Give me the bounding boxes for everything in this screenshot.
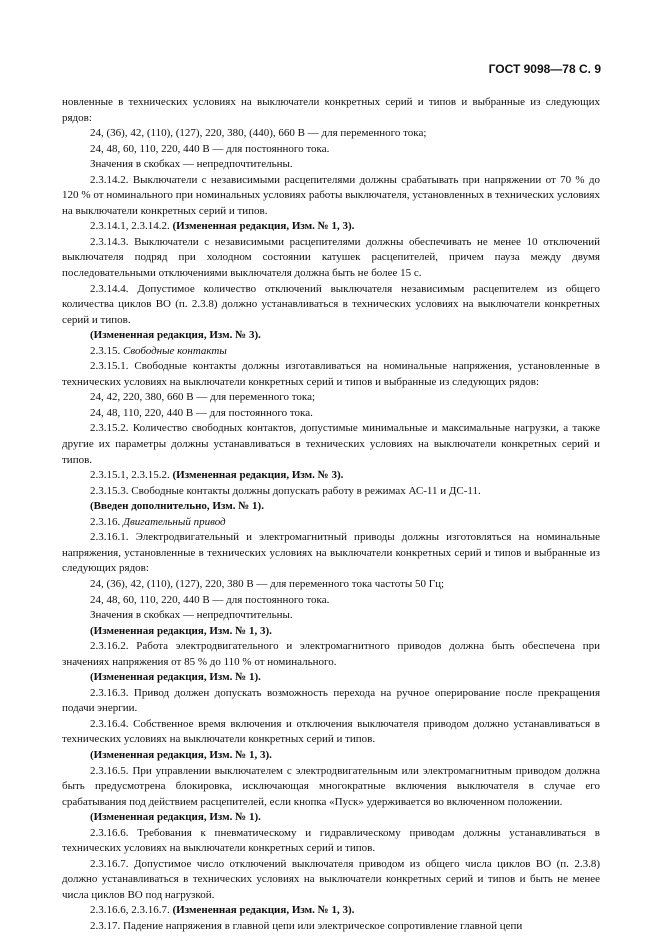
paragraph-text: 24, 42, 220, 380, 660 В — для переменного тока;	[90, 391, 316, 404]
paragraph	[62, 406, 600, 422]
paragraph	[62, 95, 600, 126]
paragraph	[62, 593, 600, 609]
paragraph-text: 2.3.15.1. Свободные контакты должны изготавливаться на номинальные напряжения, установленные в технических условиях на выключатели конкретных серий и типов и выбранные из следующих рядов:	[62, 360, 600, 388]
paragraph	[62, 142, 600, 158]
section-title: Двигательный привод	[123, 515, 226, 528]
paragraph-text: 2.3.14.3. Выключатели с независимыми расцепителями должны обеспечивать не менее 10 отключений выключателя подряд при холодном состоянии катушек расцепителей, причем пауза между двумя последовательными отключениями выключателя должна быть не более 15 с.	[62, 235, 600, 280]
document-body	[62, 95, 600, 935]
paragraph-text: 2.3.16.7. Допустимое число отключений выключателя приводом из общего числа циклов ВО (п. 2.3.8) должно устанавливаться в технических условиях на выключатели конкретных серий и типов и быть не менее числа циклов ВО под нагрузкой.	[62, 857, 600, 901]
paragraph	[62, 624, 600, 640]
paragraph	[62, 499, 600, 515]
paragraph	[62, 344, 600, 360]
paragraph-text: 2.3.16.3. Привод должен допускать возможность перехода на ручное оперирование после прекращения подачи энергии.	[62, 686, 600, 715]
paragraph	[62, 608, 600, 624]
paragraph	[62, 670, 600, 686]
section-title: Свободные контакты	[123, 344, 227, 357]
paragraph	[62, 810, 600, 826]
paragraph-text: 2.3.16.6, 2.3.16.7.	[90, 904, 173, 917]
paragraph	[62, 484, 600, 500]
paragraph	[62, 359, 600, 390]
paragraph-text: 2.3.16.	[90, 515, 123, 528]
paragraph	[62, 748, 600, 764]
amendment-note: (Измененная редакция, Изм. № 1, 3).	[90, 624, 272, 637]
paragraph	[62, 857, 600, 904]
amendment-note: (Введен дополнительно, Изм. № 1).	[90, 500, 264, 513]
paragraph-text: 24, 48, 60, 110, 220, 440 В — для постоянного тока.	[90, 142, 330, 155]
paragraph	[62, 173, 600, 220]
paragraph	[62, 515, 600, 531]
paragraph	[62, 282, 600, 329]
paragraph-text: 2.3.14.2. Выключатели с независимыми расцепителями должны срабатывать при напряжении от 70 % до 120 % от номинального при номинальных условиях работы выключателя, установленных в технических условиях на выключатели конкретных серий и типов.	[62, 173, 600, 217]
paragraph-text: 2.3.14.4. Допустимое количество отключений выключателя независимым расцепителем из общего количества циклов ВО (п. 2.3.8) должно устанавливаться в технических условиях на выключатели конкретных серий и типов.	[62, 282, 600, 326]
amendment-note: (Измененная редакция, Изм. № 1, 3).	[172, 904, 355, 917]
paragraph-text: 24, (36), 42, (110), (127), 220, 380 В — для переменного тока частоты 50 Гц;	[90, 577, 445, 590]
paragraph-text: 24, 48, 60, 110, 220, 440 В — для постоянного тока.	[90, 593, 330, 606]
amendment-note: (Измененная редакция, Изм. № 1).	[90, 811, 261, 824]
paragraph	[62, 717, 600, 748]
paragraph-text: 2.3.14.1, 2.3.14.2.	[90, 220, 173, 233]
amendment-note: (Измененная редакция, Изм. № 3).	[90, 329, 261, 342]
paragraph	[62, 468, 600, 484]
paragraph	[62, 826, 600, 857]
paragraph	[62, 919, 600, 935]
paragraph	[62, 328, 600, 344]
amendment-note: (Измененная редакция, Изм. № 1, 3).	[90, 748, 272, 761]
paragraph-text: 2.3.17. Падение напряжения в главной цепи или электрическое сопротивление главной цепи	[90, 919, 523, 932]
paragraph	[62, 530, 600, 577]
paragraph	[62, 639, 600, 670]
paragraph-text: 2.3.16.2. Работа электродвигательного и электромагнитного приводов должна быть обеспечена при значениях напряжения от 85 % до 110 % от номинального.	[62, 640, 600, 668]
paragraph	[62, 219, 600, 235]
paragraph	[62, 126, 600, 142]
paragraph-text: 24, 48, 110, 220, 440 В — для постоянного тока.	[90, 406, 313, 419]
paragraph-text: 2.3.15.	[90, 344, 123, 357]
paragraph	[62, 764, 600, 811]
paragraph	[62, 235, 600, 282]
paragraph-text: 2.3.16.4. Собственное время включения и отключения выключателя приводом должно устанавливаться в технических условиях на выключатели конкретных серий и типов.	[62, 717, 600, 746]
paragraph-text: 2.3.15.1, 2.3.15.2.	[90, 469, 173, 482]
amendment-note: (Измененная редакция, Изм. № 1, 3).	[172, 220, 355, 233]
paragraph-text: 2.3.16.5. При управлении выключателем с электродвигательным или электромагнитным приводом должна быть предусмотрена блокировка, исключающая многократные включения выключателя в случае его срабатывания под действием расцепителей, если кнопка «Пуск» удерживается во включенном положении.	[62, 764, 600, 808]
paragraph	[62, 390, 600, 406]
paragraph-text: 24, (36), 42, (110), (127), 220, 380, (440), 660 В — для переменного тока;	[90, 127, 427, 140]
amendment-note: (Измененная редакция, Изм. № 1).	[90, 671, 261, 684]
paragraph-text: новленные в технических условиях на выключатели конкретных серий и типов и выбранные из следующих рядов:	[62, 96, 600, 124]
paragraph-text: Значения в скобках — непредпочтительны.	[90, 609, 293, 622]
paragraph-text: 2.3.15.2. Количество свободных контактов, допустимые минимальные и максимальные нагрузки, а также другие их параметры должны устанавливаться в технических условиях на выключатели конкретных серий и типов.	[62, 422, 600, 466]
paragraph	[62, 421, 600, 468]
page-header: ГОСТ 9098—78 С. 9	[488, 62, 601, 76]
paragraph	[62, 903, 600, 919]
amendment-note: (Измененная редакция, Изм. № 3).	[172, 469, 344, 482]
paragraph-text: 2.3.16.1. Электродвигательный и электромагнитный приводы должны изготовляться на номинальные напряжения, установленные в технических условиях на выключатели конкретных серий и типов и выбранные из следующих рядов:	[62, 531, 600, 575]
paragraph-text: Значения в скобках — непредпочтительны.	[90, 158, 293, 171]
paragraph-text: 2.3.16.6. Требования к пневматическому и гидравлическому приводам должны устанавливаться в технических условиях на выключатели конкретных серий и типов.	[62, 826, 600, 855]
paragraph	[62, 577, 600, 593]
paragraph	[62, 157, 600, 173]
paragraph-text: 2.3.15.3. Свободные контакты должны допускать работу в режимах АС-11 и ДС-11.	[90, 484, 481, 497]
paragraph	[62, 686, 600, 717]
